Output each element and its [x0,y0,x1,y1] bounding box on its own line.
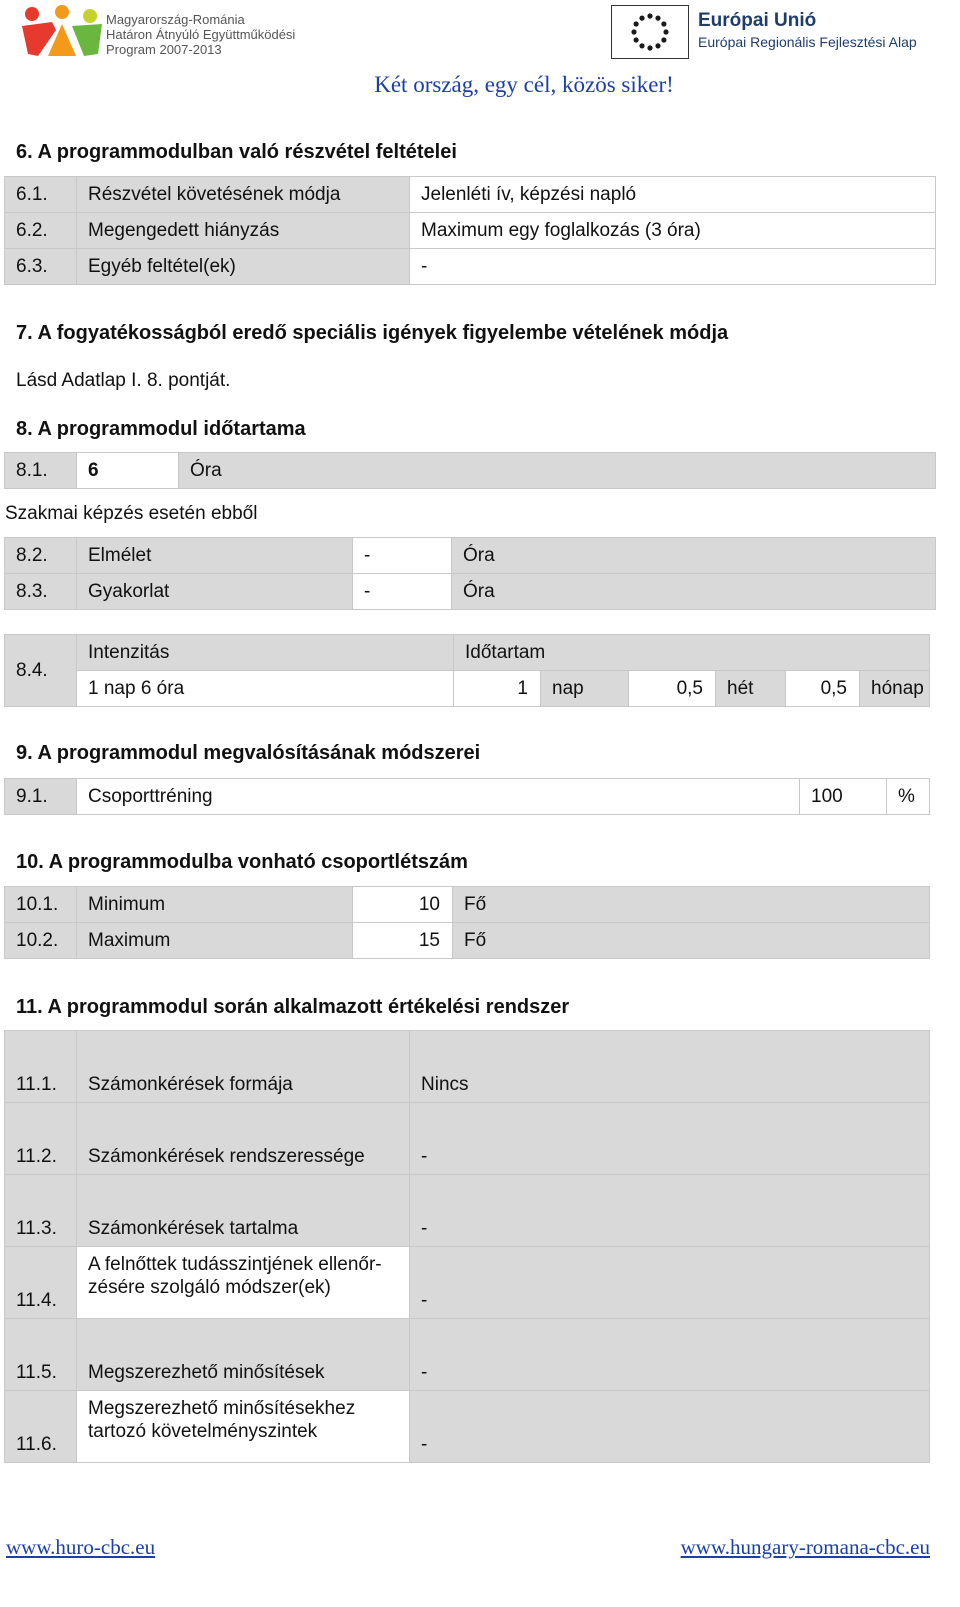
table-row [5,177,936,213]
row-unit: Fő [453,887,930,923]
row-number: 11.2. [5,1103,77,1175]
section-6-title: 6. A programmodulban való részvétel feltételei [16,141,457,163]
row-value: 100 [800,779,887,815]
row-label-line-2: zésére szolgáló módszer(ek) [88,1277,331,1298]
logo-line-2: Határon Átnyúló Együttműködési [106,27,296,42]
row-unit: Óra [179,453,936,489]
row-unit: Fő [453,923,930,959]
months-unit: hónap [860,671,930,707]
row-unit: Óra [452,538,936,574]
table-row [5,1031,930,1103]
row-number: 6.3. [5,249,77,285]
row-number: 11.1. [5,1031,77,1103]
section-8-title: 8. A programmodul időtartama [16,418,306,440]
table-row [5,538,936,574]
table-row [5,1103,930,1175]
slogan: Két ország, egy cél, közös siker! [374,72,674,97]
row-number: 8.3. [5,574,77,610]
section-9-table [4,778,930,815]
footer-link-left[interactable]: www.huro-cbc.eu [6,1535,156,1559]
row-value: Jelenléti ív, képzési napló [410,177,936,213]
section-8-1-table [4,452,936,489]
eu-flag [611,5,689,59]
section-7-title: 7. A fogyatékosságból eredő speciális igények figyelembe vételének módja [16,322,729,344]
section-10-title: 10. A programmodulba vonható csoportlétszám [16,851,468,873]
program-logo-icon [18,4,106,60]
section-6-table [4,176,936,285]
row-label: Megszerezhető minősítések [77,1319,410,1391]
row-value: - [410,249,936,285]
row-number: 9.1. [5,779,77,815]
row-value: - [410,1103,930,1175]
row-label: Minimum [77,887,353,923]
eu-title: Európai Unió [698,10,817,31]
row-label-line-1: A felnőttek tudásszintjének ellenőr- [88,1254,382,1275]
row-number: 6.1. [5,177,77,213]
table-row [5,779,930,815]
table-row [5,249,936,285]
table-row [5,887,930,923]
row-number: 10.2. [5,923,77,959]
row-value: 10 [353,887,453,923]
row-label: Maximum [77,923,353,959]
row-label: Egyéb feltétel(ek) [77,249,410,285]
table-row [5,453,936,489]
row-number: 8.2. [5,538,77,574]
row-label: Számonkérések formája [77,1031,410,1103]
section-7-text: Lásd Adatlap I. 8. pontját. [16,370,231,391]
row-label: Megengedett hiányzás [77,213,410,249]
days-value: 1 [454,671,541,707]
row-number: 10.1. [5,887,77,923]
row-value: Maximum egy foglalkozás (3 óra) [410,213,936,249]
table-row [5,923,930,959]
row-label: Gyakorlat [77,574,353,610]
row-number: 11.3. [5,1175,77,1247]
section-11-title: 11. A programmodul során alkalmazott értékelési rendszer [16,996,570,1018]
row-value: - [410,1391,930,1463]
row-label [77,1391,410,1463]
row-label: Számonkérések tartalma [77,1175,410,1247]
table-row [5,1391,930,1463]
eu-stars-icon [612,6,688,58]
program-logo [18,4,318,60]
row-value: Nincs [410,1031,930,1103]
row-number: 6.2. [5,213,77,249]
days-unit: nap [541,671,629,707]
row-number: 11.6. [5,1391,77,1463]
row-value: - [410,1175,930,1247]
intensity-header: Intenzitás [77,635,454,671]
row-number: 11.5. [5,1319,77,1391]
table-row [5,213,936,249]
row-value: 6 [77,453,179,489]
table-row [5,1247,930,1319]
row-value: 15 [353,923,453,959]
row-label [77,1247,410,1319]
row-label: Részvétel követésének módja [77,177,410,213]
row-value: - [410,1247,930,1319]
weeks-unit: hét [716,671,786,707]
section-8-4-table [4,634,930,707]
months-value: 0,5 [786,671,860,707]
table-row [5,635,930,671]
row-value: - [353,538,452,574]
row-label: Csoporttréning [77,779,800,815]
row-label-line-1: Megszerezhető minősítésekhez [88,1398,356,1419]
section-11-table [4,1030,930,1463]
row-unit: Óra [452,574,936,610]
row-label-line-2: tartozó követelményszintek [88,1421,318,1442]
row-number: 8.4. [5,635,77,707]
row-value: - [410,1319,930,1391]
footer-link-right[interactable]: www.hungary-romana-cbc.eu [680,1535,930,1559]
table-row [5,671,930,707]
row-label: Elmélet [77,538,353,574]
section-8-23-table [4,537,936,610]
logo-line-1: Magyarország-Románia [106,12,245,27]
weeks-value: 0,5 [629,671,716,707]
section-9-title: 9. A programmodul megvalósításának módszerei [16,742,481,764]
eu-subtitle: Európai Regionális Fejlesztési Alap [698,34,917,50]
section-10-table [4,886,930,959]
row-number: 8.1. [5,453,77,489]
row-label: Számonkérések rendszeressége [77,1103,410,1175]
duration-header: Időtartam [454,635,930,671]
section-8-subtitle: Szakmai képzés esetén ebből [5,503,258,524]
row-number: 11.4. [5,1247,77,1319]
row-unit: % [887,779,930,815]
table-row [5,1175,930,1247]
table-row [5,1319,930,1391]
logo-line-3: Program 2007-2013 [106,42,222,57]
intensity-value: 1 nap 6 óra [77,671,454,707]
row-value: - [353,574,452,610]
table-row [5,574,936,610]
